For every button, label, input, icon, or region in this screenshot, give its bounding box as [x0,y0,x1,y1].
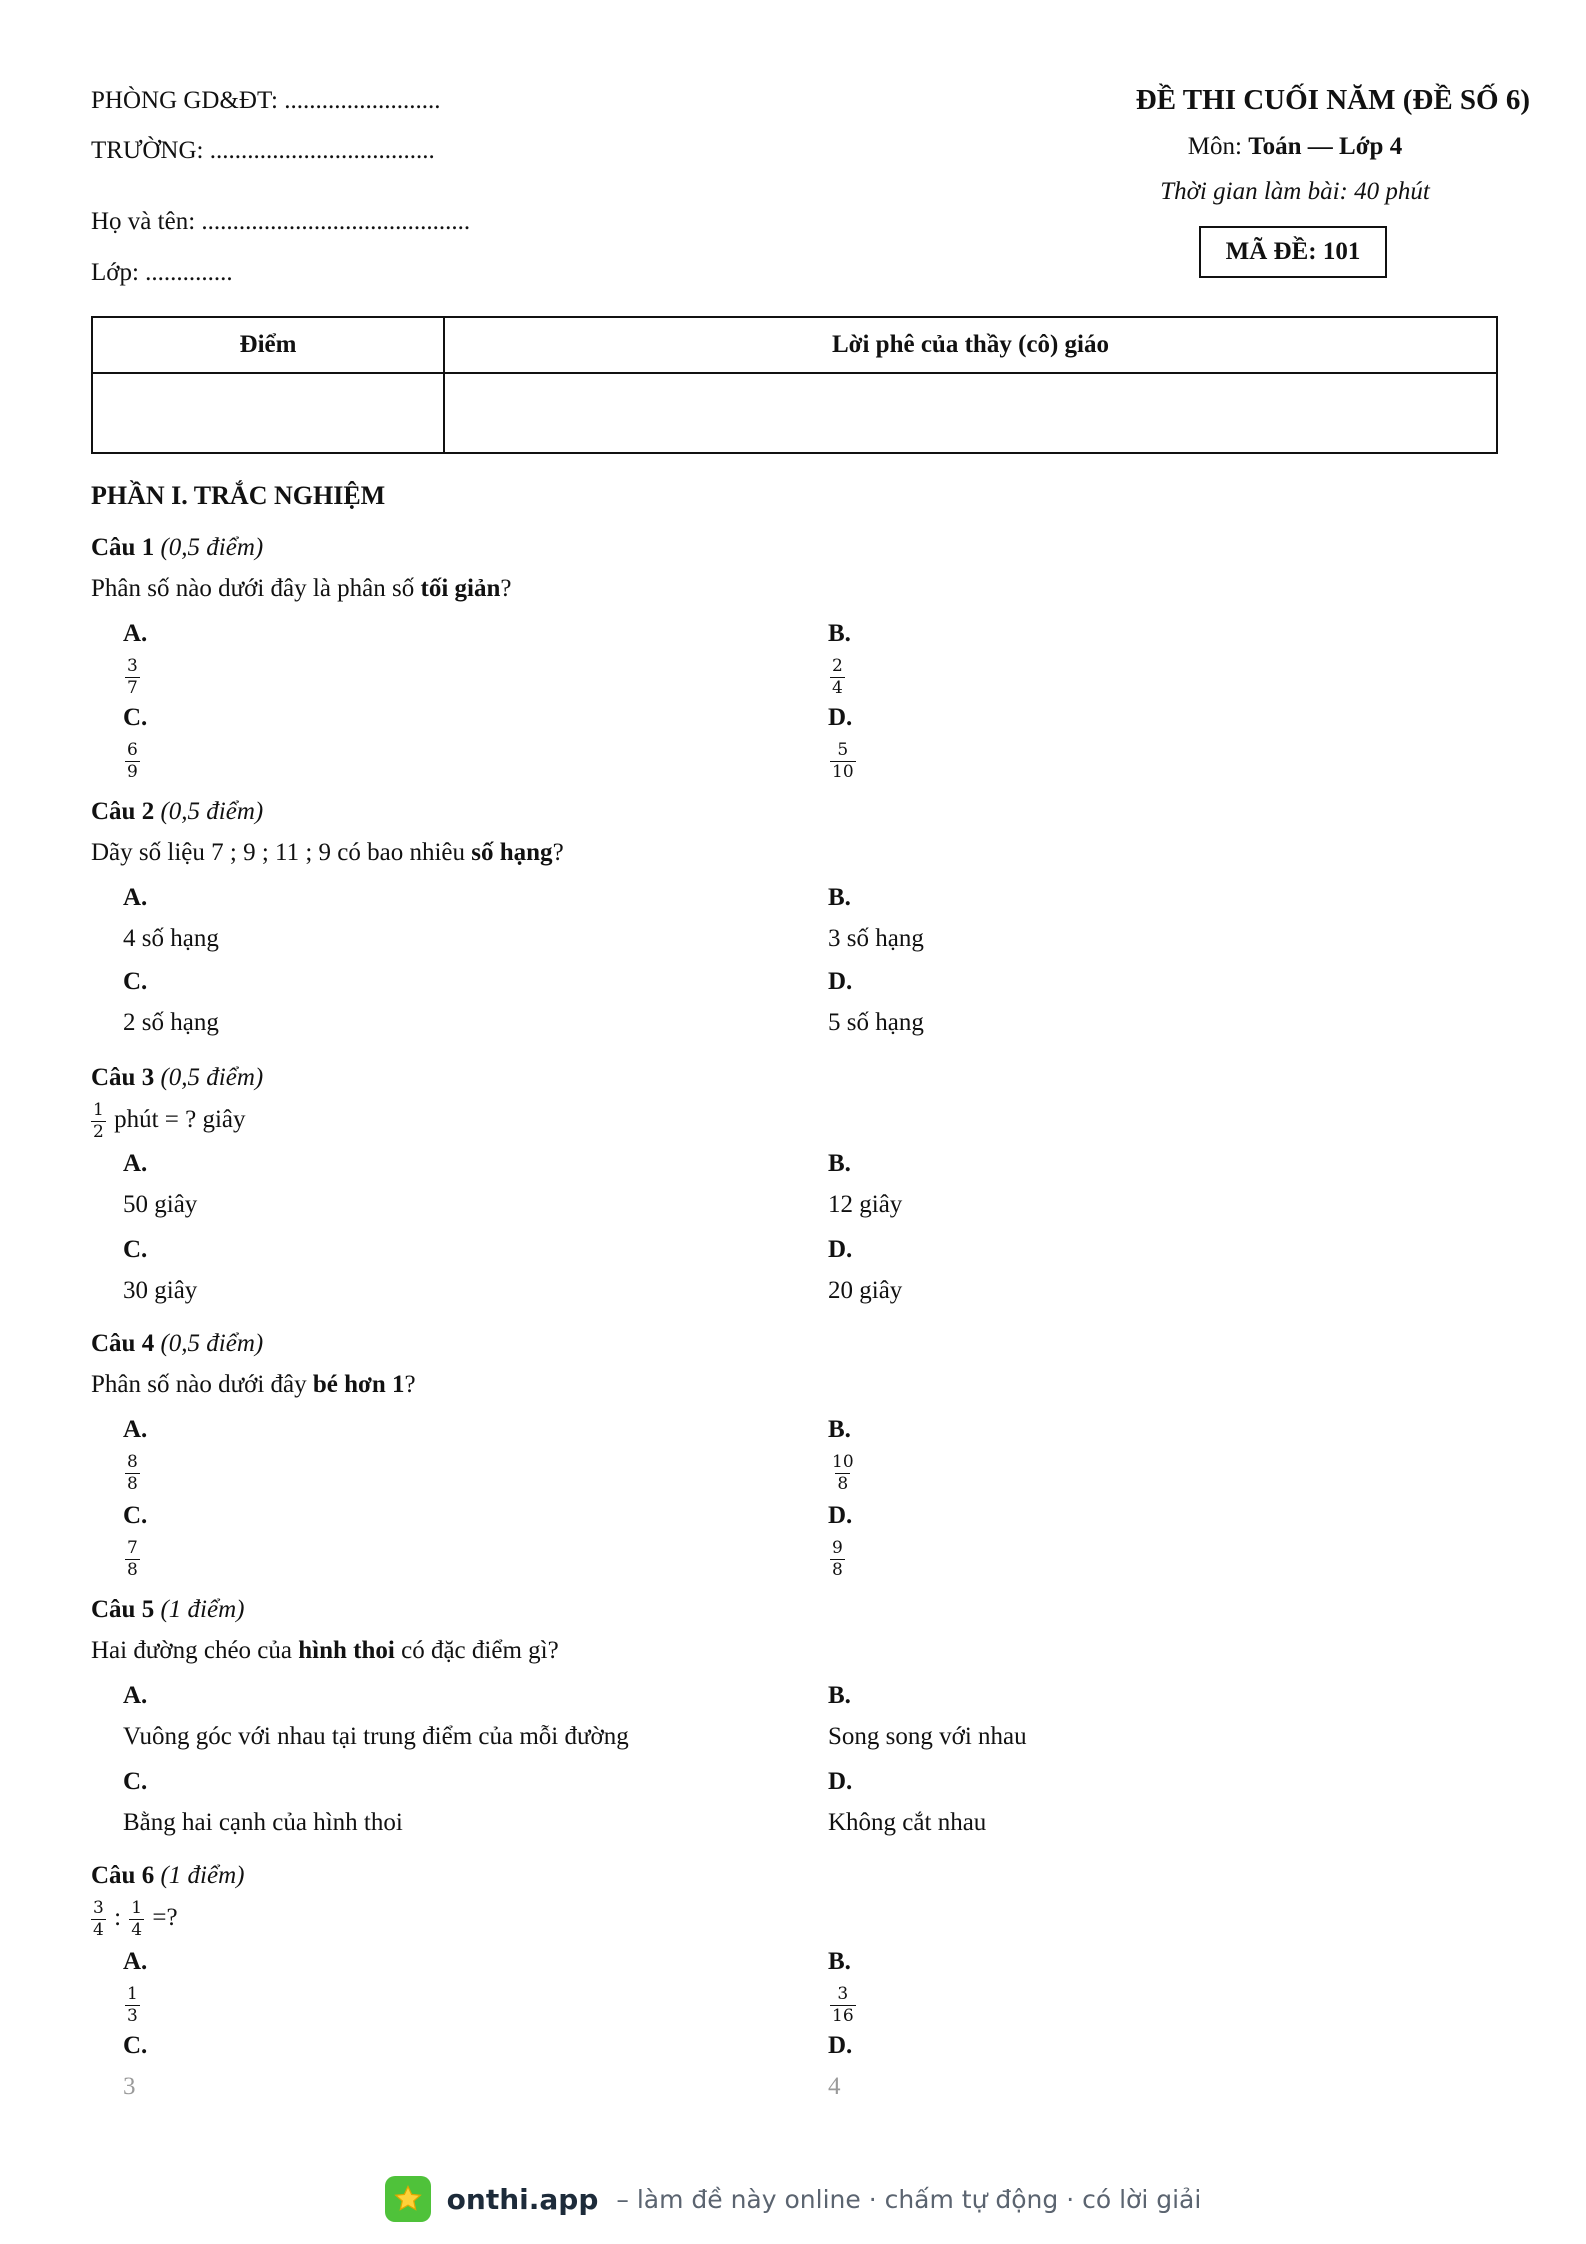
numerator: 7 [127,1538,138,1558]
options [123,1678,1501,1860]
subject-value: Toán — Lớp 4 [1248,133,1403,160]
brand-tagline: – làm đề này online · chấm tự động · có lời giải [616,2184,1202,2214]
fraction [830,1540,845,1579]
numerator: 10 [832,1452,854,1472]
question-5 [91,1594,1501,1860]
question-3 [91,1062,1501,1328]
question-1 [91,532,1501,796]
option-value: Vuông góc với nhau tại trung điểm của mỗi đường [123,1723,629,1750]
option-label: A. [123,1682,148,1709]
option-label: B. [828,620,851,647]
question-text-part: phút = ? giây [107,1106,246,1134]
option-value: 5 số hạng [828,1009,924,1036]
option-c[interactable] [123,1232,773,1316]
fraction [830,1454,856,1493]
question-text [91,1368,1501,1412]
denominator: 7 [127,678,138,698]
denominator: 3 [127,2006,138,2026]
option-value: 12 giây [828,1191,903,1218]
subject-prefix: Môn: [1187,133,1249,160]
numerator: 1 [127,1984,138,2004]
question-header [91,1594,1501,1634]
option-d[interactable] [828,2028,1478,2112]
option-value: 3 số hạng [828,925,924,952]
options [123,1412,1501,1594]
fraction [125,1540,140,1579]
option-label: C. [123,1502,148,1529]
option-value: Không cắt nhau [828,1809,987,1836]
question-text-part: có đặc điểm gì? [394,1637,559,1664]
question-label: Câu 4 [91,1330,155,1357]
options [123,616,1501,796]
question-4 [91,1328,1501,1594]
option-label: C. [123,1768,148,1795]
option-d[interactable] [828,1232,1478,1316]
question-2 [91,796,1501,1062]
option-a[interactable] [123,1146,773,1230]
question-points: (0,5 điểm) [160,798,264,825]
fraction [830,658,845,697]
fraction [125,1986,140,2025]
option-label: A. [123,884,148,911]
option-label: B. [828,1682,851,1709]
school-label: TRƯỜNG: .................................... [91,137,435,164]
option-a[interactable] [123,880,773,964]
option-d[interactable] [828,700,1478,784]
denominator: 8 [837,1474,849,1494]
denominator: 10 [832,762,854,782]
option-b[interactable] [828,1944,1478,2028]
question-header [91,1860,1501,1900]
option-value: Song song với nhau [828,1723,1027,1750]
question-label: Câu 5 [91,1596,155,1623]
question-points: (1 điểm) [160,1862,245,1889]
option-b[interactable] [828,616,1478,700]
option-label: C. [123,2032,148,2059]
option-label: D. [828,968,853,995]
numerator: 2 [832,656,843,676]
option-d[interactable] [828,964,1478,1048]
comment-header: Lời phê của thầy (cô) giáo [444,317,1497,373]
option-b[interactable] [828,1678,1478,1762]
question-label: Câu 2 [91,798,155,825]
option-label: D. [828,1768,853,1795]
fraction [125,1454,140,1493]
option-c[interactable] [123,964,773,1048]
option-c[interactable] [123,1764,773,1848]
option-label: A. [123,1150,148,1177]
question-text-bold: số hạng [471,839,553,866]
question-text [91,1102,1501,1146]
fraction [129,1900,144,1939]
question-text-bold: tối giản [420,575,501,602]
fraction [830,742,856,781]
question-points: (0,5 điểm) [160,534,264,561]
question-text-part: Phân số nào dưới đây là phân số [91,575,421,602]
option-label: B. [828,884,851,911]
numerator: 1 [93,1100,104,1120]
option-label: B. [828,1416,851,1443]
exam-content [91,480,1501,2112]
option-value: 20 giây [828,1277,903,1304]
option-label: D. [828,1502,853,1529]
numerator: 3 [837,1984,849,2004]
question-text [91,836,1501,880]
option-label: D. [828,1236,853,1263]
option-value: 30 giây [123,1277,198,1304]
class-label: Lớp: .............. [91,259,233,286]
question-header [91,1328,1501,1368]
brand-name[interactable]: onthi.app [446,2182,599,2216]
question-label: Câu 6 [91,1862,155,1889]
question-text-part: Phân số nào dưới đây [91,1371,313,1398]
time-limit: Thời gian làm bài: 40 phút [1160,178,1430,205]
option-value: 4 [828,2073,841,2100]
fraction [830,1986,856,2025]
option-b[interactable] [828,1146,1478,1230]
option-c[interactable] [123,2028,773,2112]
numerator: 3 [127,656,138,676]
numerator: 9 [832,1538,843,1558]
denominator: 4 [93,1920,104,1940]
numerator: 5 [837,740,849,760]
denominator: 4 [131,1920,143,1940]
numerator: 8 [127,1452,138,1472]
exam-code: MÃ ĐỀ: 101 [1199,226,1387,278]
question-points: (0,5 điểm) [160,1330,264,1357]
option-label: A. [123,1416,148,1443]
denominator: 8 [832,1560,843,1580]
option-a[interactable] [123,1678,773,1762]
numerator: 3 [93,1898,104,1918]
option-b[interactable] [828,1412,1478,1496]
question-points: (1 điểm) [160,1596,245,1623]
option-label: A. [123,1948,148,1975]
question-text-part: ? [500,575,512,602]
question-text [91,1900,1501,1944]
score-table [91,316,1498,454]
option-label: B. [828,1948,851,1975]
option-label: C. [123,704,148,731]
score-cell [92,373,444,453]
option-b[interactable] [828,880,1478,964]
question-label: Câu 1 [91,534,155,561]
comment-cell [444,373,1497,453]
question-text-part: Hai đường chéo của [91,1637,299,1664]
option-value: 4 số hạng [123,925,219,952]
option-label: D. [828,2032,853,2059]
star-icon [385,2176,431,2222]
options [123,1944,1501,2112]
question-label: Câu 3 [91,1064,155,1091]
fraction [91,1900,106,1939]
section-title: PHẦN I. TRẮC NGHIỆM [91,481,386,510]
denominator: 16 [832,2006,854,2026]
fraction [91,1102,106,1141]
options [123,880,1501,1062]
option-label: C. [123,1236,148,1263]
exam-title: ĐỀ THI CUỐI NĂM (ĐỀ SỐ 6) [1135,84,1530,116]
question-text-bold: hình thoi [298,1637,395,1664]
option-c[interactable] [123,1498,773,1582]
numerator: 1 [131,1898,143,1918]
option-c[interactable] [123,700,773,784]
promo-banner[interactable] [0,2172,1586,2226]
options [123,1146,1501,1328]
denominator: 2 [93,1122,104,1142]
option-label: A. [123,620,148,647]
option-label: D. [828,704,853,731]
score-header: Điểm [92,317,444,373]
denominator: 4 [832,678,843,698]
denominator: 9 [127,762,138,782]
subject-line [1060,133,1530,161]
operator: : [114,1904,122,1932]
question-header [91,532,1501,572]
option-value: 2 số hạng [123,1009,219,1036]
fraction [125,658,140,697]
question-text-bold: bé hơn 1 [312,1371,405,1398]
option-a[interactable] [123,1944,773,2028]
option-value: Bằng hai cạnh của hình thoi [123,1809,403,1836]
question-text [91,1634,1501,1678]
denominator: 8 [127,1560,138,1580]
option-value: 3 [123,2073,136,2100]
question-text-part: ? [552,839,564,866]
fraction [125,742,140,781]
question-points: (0,5 điểm) [160,1064,264,1091]
option-value: 50 giây [123,1191,198,1218]
option-a[interactable] [123,1412,773,1496]
option-a[interactable] [123,616,773,700]
equals-question: =? [152,1904,178,1932]
option-label: B. [828,1150,851,1177]
name-label: Họ và tên: ........................................... [91,208,471,235]
question-text-part: Dãy số liệu 7 ; 9 ; 11 ; 9 có bao nhiêu [91,839,472,866]
option-d[interactable] [828,1764,1478,1848]
denominator: 8 [127,1474,138,1494]
dept-label: PHÒNG GD&ĐT: ......................... [91,87,441,114]
question-text-part: ? [404,1371,416,1398]
question-header [91,1062,1501,1102]
numerator: 6 [127,740,138,760]
question-text [91,572,1501,616]
question-header [91,796,1501,836]
option-d[interactable] [828,1498,1478,1582]
option-label: C. [123,968,148,995]
question-6 [91,1860,1501,2112]
